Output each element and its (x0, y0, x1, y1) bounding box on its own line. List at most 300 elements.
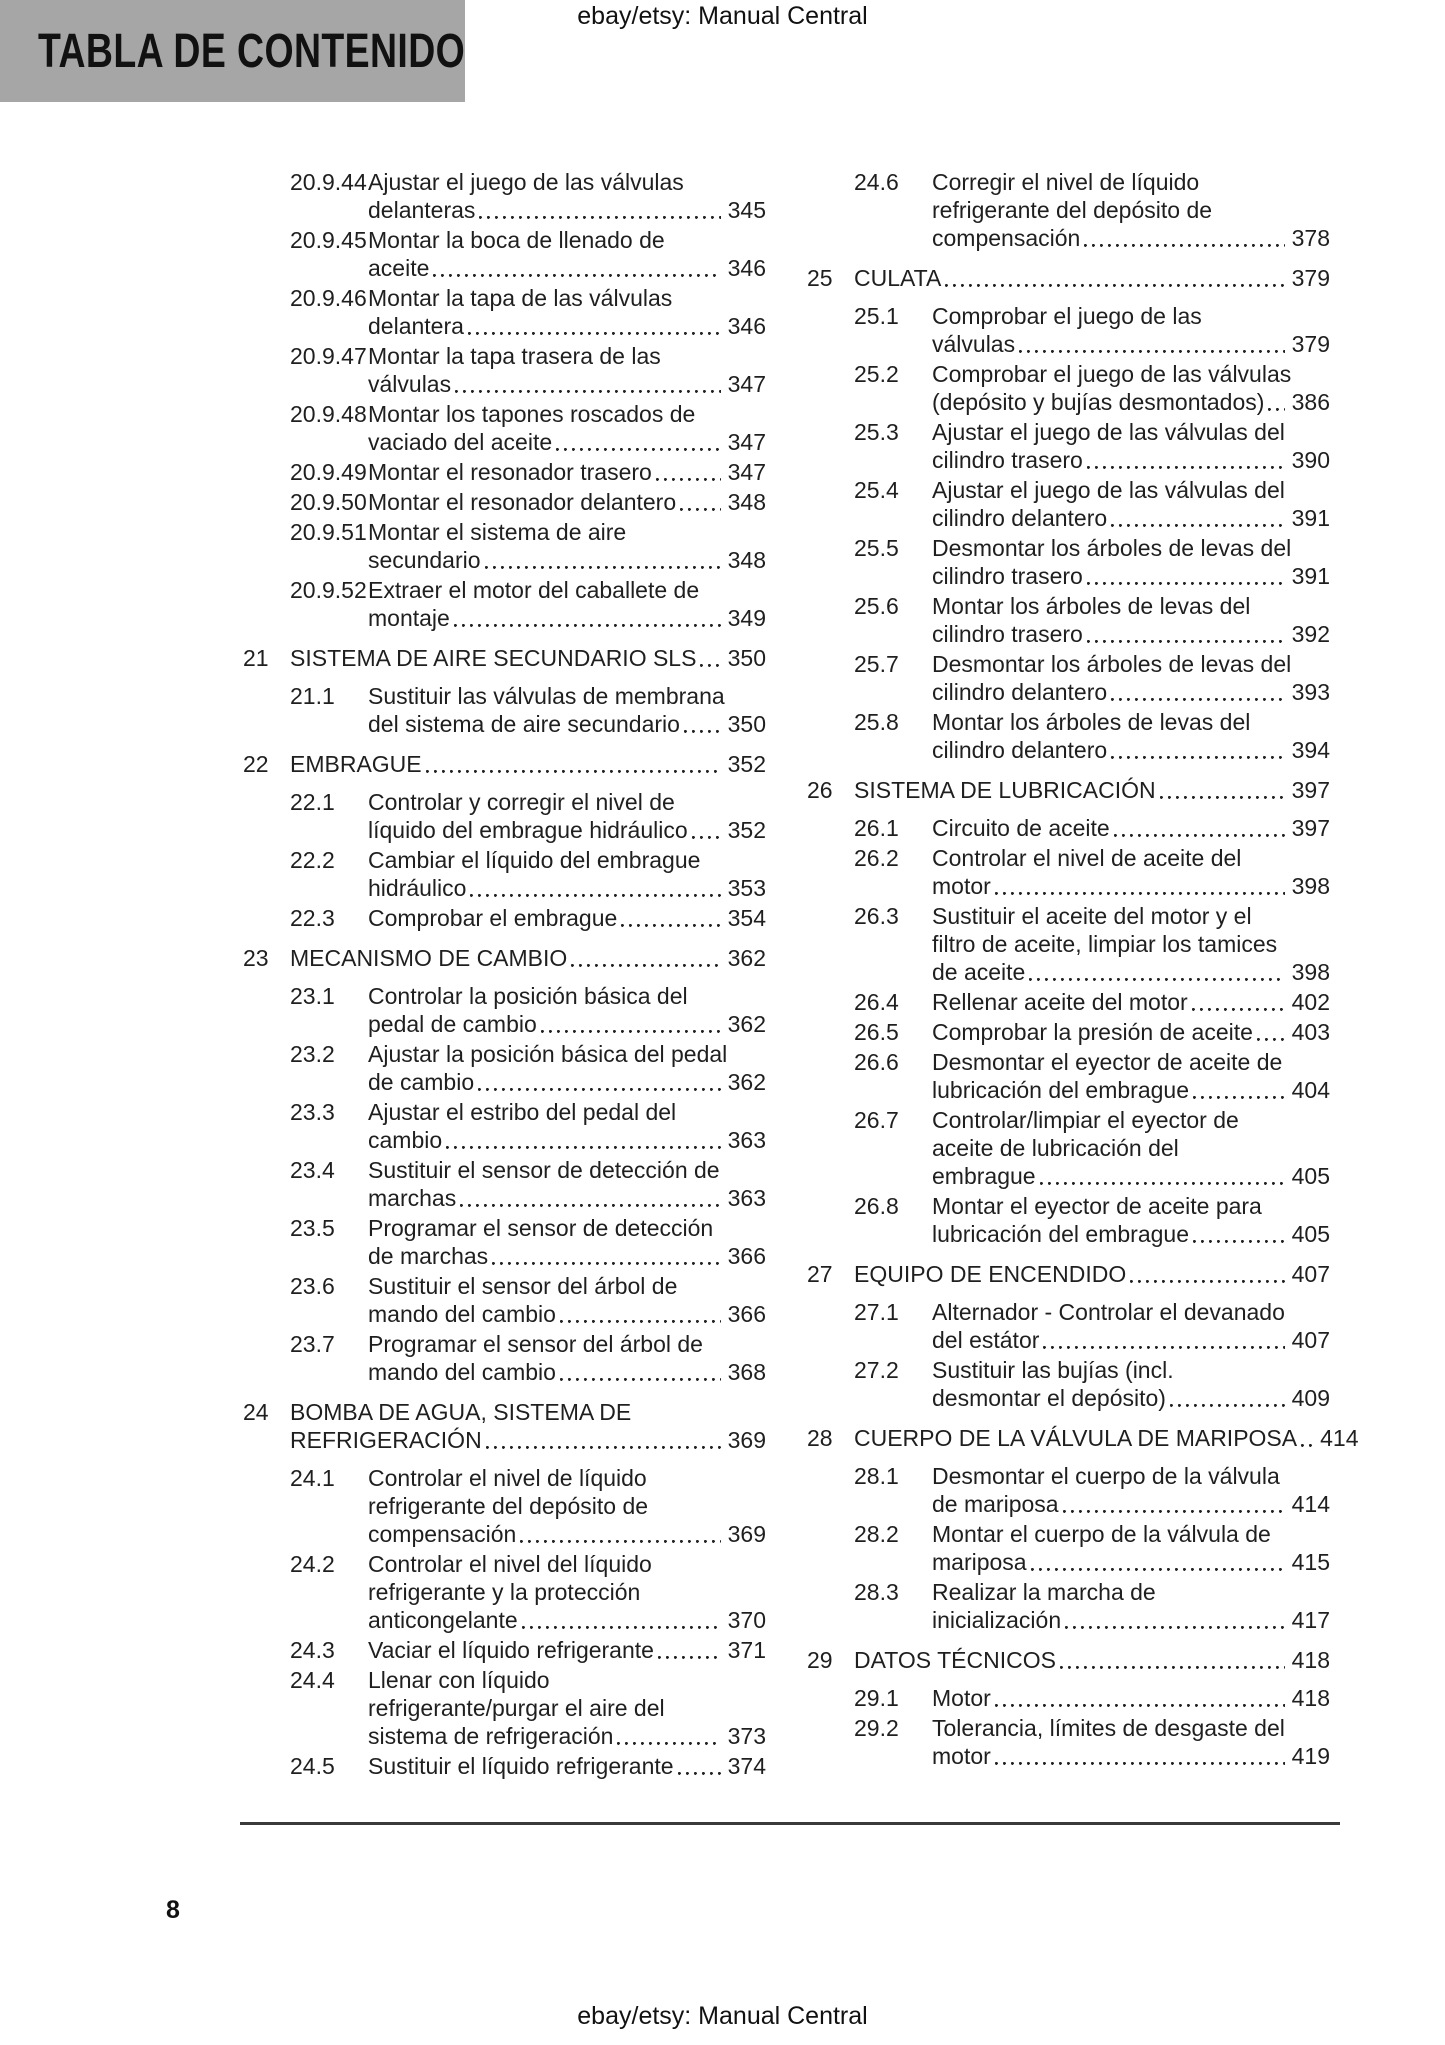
entry-text: Montar el eyector de aceite para (932, 1193, 1262, 1219)
entry-text: refrigerante del depósito de (368, 1493, 649, 1519)
entry-number: 21.1 (290, 683, 335, 709)
toc-section-entry (243, 682, 766, 738)
entry-text: Circuito de aceite (932, 815, 1110, 841)
entry-text: Desmontar el cuerpo de la válvula (932, 1463, 1280, 1489)
dot-leader (1160, 796, 1285, 799)
dot-leader (684, 730, 721, 733)
entry-text: Montar el resonador trasero (368, 459, 652, 485)
toc-section-entry (243, 488, 766, 516)
entry-text: Comprobar el juego de las válvulas (932, 361, 1292, 387)
entry-text: delantera (368, 313, 464, 339)
dot-leader (1193, 1096, 1285, 1099)
entry-number: 24.4 (290, 1667, 335, 1693)
entry-text: MECANISMO DE CAMBIO (290, 945, 568, 971)
entry-number: 25.4 (854, 477, 899, 503)
toc-section-entry (243, 982, 766, 1038)
dot-leader (520, 1540, 720, 1543)
entry-page-number: 368 (727, 1359, 766, 1385)
entry-number: 23.3 (290, 1099, 335, 1125)
entry-number: 22 (243, 751, 269, 777)
toc-chapter-entry (807, 1646, 1330, 1674)
entry-page-number: 378 (1291, 225, 1330, 251)
entry-text: Montar los árboles de levas del (932, 593, 1251, 619)
entry-text: SISTEMA DE LUBRICACIÓN (854, 777, 1156, 803)
entry-text: delanteras (368, 197, 476, 223)
entry-number: 23.6 (290, 1273, 335, 1299)
dot-leader (455, 390, 721, 393)
dot-leader (522, 1626, 721, 1629)
entry-number: 23.5 (290, 1215, 335, 1241)
toc-section-entry (243, 400, 766, 456)
entry-number: 26.2 (854, 845, 899, 871)
toc-section-entry (807, 168, 1330, 252)
entry-text: Sustituir el líquido refrigerante (368, 1753, 674, 1779)
entry-text: Vaciar el líquido refrigerante (368, 1637, 654, 1663)
dot-leader (617, 1742, 720, 1745)
entry-page-number: 392 (1291, 621, 1330, 647)
entry-page-number: 379 (1291, 331, 1330, 357)
entry-text: BOMBA DE AGUA, SISTEMA DE (290, 1399, 632, 1425)
toc-section-entry (807, 476, 1330, 532)
toc-section-entry (807, 1298, 1330, 1354)
entry-number: 22.1 (290, 789, 335, 815)
running-footer: ebay/etsy: Manual Central (577, 2002, 868, 2030)
entry-page-number: 354 (727, 905, 766, 931)
entry-number: 29 (807, 1647, 833, 1673)
entry-page-number: 407 (1291, 1327, 1330, 1353)
toc-section-entry (807, 1462, 1330, 1518)
entry-text: anticongelante (368, 1607, 518, 1633)
entry-text: Realizar la marcha de (932, 1579, 1156, 1605)
dot-leader (485, 566, 721, 569)
entry-text: Ajustar el estribo del pedal del (368, 1099, 677, 1125)
entry-text: (depósito y bujías desmontados) (932, 389, 1265, 415)
entry-page-number: 349 (727, 605, 766, 631)
dot-leader (692, 836, 721, 839)
toc-section-entry (807, 360, 1330, 416)
entry-number: 25 (807, 265, 833, 291)
entry-page-number: 347 (727, 459, 766, 485)
entry-number: 25.5 (854, 535, 899, 561)
entry-text: Ajustar el juego de las válvulas del (932, 477, 1285, 503)
dot-leader (1019, 350, 1285, 353)
entry-page-number: 391 (1291, 563, 1330, 589)
dot-leader (1268, 408, 1284, 411)
entry-text: Montar la tapa de las válvulas (368, 285, 673, 311)
entry-number: 23.7 (290, 1331, 335, 1357)
entry-number: 25.3 (854, 419, 899, 445)
toc-section-entry (243, 1272, 766, 1328)
toc-chapter-entry (807, 776, 1330, 804)
toc-section-entry (243, 846, 766, 902)
dot-leader (1170, 1404, 1285, 1407)
entry-number: 26.3 (854, 903, 899, 929)
entry-text: del sistema de aire secundario (368, 711, 680, 737)
dot-leader (1029, 978, 1284, 981)
dot-leader (454, 624, 721, 627)
toc-section-entry (807, 1714, 1330, 1770)
dot-leader (1031, 1568, 1285, 1571)
entry-page-number: 402 (1291, 989, 1330, 1015)
entry-text: cilindro delantero (932, 505, 1108, 531)
entry-text: Controlar/limpiar el eyector de (932, 1107, 1239, 1133)
entry-text: aceite (368, 255, 430, 281)
entry-text: SISTEMA DE AIRE SECUNDARIO SLS (290, 645, 697, 671)
entry-text: hidráulico (368, 875, 467, 901)
dot-leader (1111, 698, 1284, 701)
toc-section-entry (807, 1018, 1330, 1046)
dot-leader (560, 1320, 721, 1323)
entry-number: 25.1 (854, 303, 899, 329)
entry-page-number: 369 (727, 1521, 766, 1547)
toc-section-entry (807, 1520, 1330, 1576)
entry-page-number: 348 (727, 547, 766, 573)
entry-text: inicialización (932, 1607, 1062, 1633)
entry-page-number: 418 (1291, 1685, 1330, 1711)
toc-section-entry (807, 1192, 1330, 1248)
entry-number: 26.7 (854, 1107, 899, 1133)
dot-leader (1060, 1666, 1285, 1669)
entry-page-number: 362 (727, 945, 766, 971)
entry-number: 20.9.49 (290, 459, 367, 485)
running-header: ebay/etsy: Manual Central (577, 2, 868, 30)
entry-text: refrigerante y la protección (368, 1579, 641, 1605)
toc-chapter-entry (243, 1398, 766, 1454)
entry-page-number: 405 (1291, 1163, 1330, 1189)
entry-page-number: 347 (727, 429, 766, 455)
entry-text: Controlar el nivel del líquido (368, 1551, 652, 1577)
entry-number: 26.1 (854, 815, 899, 841)
entry-number: 29.1 (854, 1685, 899, 1711)
toc-section-entry (807, 708, 1330, 764)
entry-text: Controlar y corregir el nivel de (368, 789, 675, 815)
entry-page-number: 417 (1291, 1607, 1330, 1633)
entry-page-number: 414 (1320, 1425, 1359, 1451)
entry-page-number: 352 (727, 817, 766, 843)
dot-leader (945, 284, 1284, 287)
entry-text: Desmontar el eyector de aceite de (932, 1049, 1283, 1075)
entry-number: 20.9.47 (290, 343, 367, 369)
toc-columns (243, 168, 1359, 1782)
entry-number: 24.1 (290, 1465, 335, 1491)
dot-leader (556, 448, 721, 451)
entry-page-number: 404 (1291, 1077, 1330, 1103)
entry-text: lubricación del embrague (932, 1077, 1189, 1103)
dot-leader (678, 1772, 721, 1775)
entry-page-number: 363 (727, 1185, 766, 1211)
entry-number: 27 (807, 1261, 833, 1287)
dot-leader (658, 1656, 721, 1659)
entry-number: 28.3 (854, 1579, 899, 1605)
entry-text: refrigerante/purgar el aire del (368, 1695, 665, 1721)
entry-text: aceite de lubricación del (932, 1135, 1179, 1161)
entry-text: Controlar la posición básica del (368, 983, 688, 1009)
entry-number: 24.2 (290, 1551, 335, 1577)
dot-leader (1065, 1626, 1285, 1629)
entry-text: Sustituir las válvulas de membrana (368, 683, 725, 709)
entry-number: 21 (243, 645, 269, 671)
entry-number: 24 (243, 1399, 269, 1425)
entry-text: lubricación del embrague (932, 1221, 1189, 1247)
toc-section-entry (243, 342, 766, 398)
toc-section-entry (243, 1636, 766, 1664)
dot-leader (1301, 1444, 1313, 1447)
entry-page-number: 353 (727, 875, 766, 901)
entry-text: motor (932, 873, 991, 899)
entry-page-number: 352 (727, 751, 766, 777)
entry-text: Motor (932, 1685, 991, 1711)
entry-number: 26.4 (854, 989, 899, 1015)
entry-text: Montar el resonador delantero (368, 489, 677, 515)
entry-page-number: 390 (1291, 447, 1330, 473)
entry-number: 26 (807, 777, 833, 803)
entry-text: EMBRAGUE (290, 751, 422, 777)
entry-page-number: 393 (1291, 679, 1330, 705)
entry-text: Sustituir el sensor del árbol de (368, 1273, 678, 1299)
entry-number: 20.9.50 (290, 489, 367, 515)
entry-text: Cambiar el líquido del embrague (368, 847, 701, 873)
dot-leader (1043, 1346, 1284, 1349)
entry-text: marchas (368, 1185, 457, 1211)
entry-page-number: 414 (1291, 1491, 1330, 1517)
toc-section-entry (807, 592, 1330, 648)
toc-chapter-entry (243, 944, 766, 972)
entry-page-number: 348 (727, 489, 766, 515)
dot-leader (1193, 1240, 1285, 1243)
toc-section-entry (807, 1578, 1330, 1634)
entry-text: compensación (932, 225, 1081, 251)
toc-section-entry (807, 1048, 1330, 1104)
entry-text: mando del cambio (368, 1359, 556, 1385)
toc-section-entry (807, 1356, 1330, 1412)
dot-leader (1087, 582, 1285, 585)
entry-text: Ajustar la posición básica del pedal (368, 1041, 728, 1067)
entry-number: 26.8 (854, 1193, 899, 1219)
entry-text: Montar la boca de llenado de (368, 227, 665, 253)
entry-text: refrigerante del depósito de (932, 197, 1213, 223)
toc-section-entry (807, 1684, 1330, 1712)
entry-number: 20.9.52 (290, 577, 367, 603)
entry-text: Corregir el nivel de líquido (932, 169, 1200, 195)
entry-page-number: 350 (727, 645, 766, 671)
entry-text: válvulas (932, 331, 1016, 357)
dot-leader (433, 274, 720, 277)
toc-section-entry (243, 284, 766, 340)
dot-leader (492, 1262, 720, 1265)
entry-number: 22.3 (290, 905, 335, 931)
entry-page-number: 386 (1291, 389, 1330, 415)
entry-page-number: 379 (1291, 265, 1330, 291)
entry-page-number: 350 (727, 711, 766, 737)
entry-number: 23.1 (290, 983, 335, 1009)
entry-text: cilindro trasero (932, 563, 1083, 589)
entry-page-number: 369 (727, 1427, 766, 1453)
entry-page-number: 415 (1291, 1549, 1330, 1575)
entry-number: 25.6 (854, 593, 899, 619)
entry-page-number: 346 (727, 255, 766, 281)
dot-leader (468, 332, 721, 335)
entry-number: 23.4 (290, 1157, 335, 1183)
entry-text: filtro de aceite, limpiar los tamices (932, 931, 1278, 957)
entry-number: 23.2 (290, 1041, 335, 1067)
entry-page-number: 362 (727, 1069, 766, 1095)
dot-leader (1192, 1008, 1285, 1011)
entry-number: 22.2 (290, 847, 335, 873)
entry-text: del estátor (932, 1327, 1040, 1353)
toc-section-entry (807, 814, 1330, 842)
entry-text: compensación (368, 1521, 517, 1547)
toc-section-entry (807, 902, 1330, 986)
entry-text: REFRIGERACIÓN (290, 1427, 482, 1453)
entry-text: Rellenar aceite del motor (932, 989, 1188, 1015)
page-number: 8 (166, 1896, 180, 1924)
page-title: TABLA DE CONTENIDO (38, 24, 466, 78)
dot-leader (571, 964, 720, 967)
dot-leader (1111, 756, 1284, 759)
entry-text: Comprobar la presión de aceite (932, 1019, 1253, 1045)
entry-text: Llenar con líquido (368, 1667, 550, 1693)
toc-section-entry (243, 576, 766, 632)
dot-leader (1114, 834, 1285, 837)
dot-leader (446, 1146, 720, 1149)
entry-page-number: 405 (1291, 1221, 1330, 1247)
dot-leader (1087, 640, 1285, 643)
entry-number: 20.9.48 (290, 401, 367, 427)
toc-section-entry (807, 650, 1330, 706)
entry-text: Sustituir el sensor de detección de (368, 1157, 720, 1183)
entry-text: mando del cambio (368, 1301, 556, 1327)
dot-leader (478, 1088, 721, 1091)
entry-text: Comprobar el juego de las (932, 303, 1202, 329)
entry-text: cilindro delantero (932, 679, 1108, 705)
entry-page-number: 394 (1291, 737, 1330, 763)
entry-page-number: 373 (727, 1723, 766, 1749)
entry-number: 24.3 (290, 1637, 335, 1663)
toc-chapter-entry (243, 750, 766, 778)
dot-leader (1111, 524, 1284, 527)
entry-number: 25.8 (854, 709, 899, 735)
entry-text: Ajustar el juego de las válvulas del (932, 419, 1285, 445)
entry-text: secundario (368, 547, 481, 573)
entry-number: 28.1 (854, 1463, 899, 1489)
toc-section-entry (243, 518, 766, 574)
toc-section-entry (243, 788, 766, 844)
entry-text: Montar los tapones roscados de (368, 401, 696, 427)
entry-text: pedal de cambio (368, 1011, 537, 1037)
entry-number: 25.2 (854, 361, 899, 387)
toc-section-entry (243, 1330, 766, 1386)
entry-page-number: 398 (1291, 873, 1330, 899)
entry-text: Controlar el nivel de aceite del (932, 845, 1242, 871)
toc-column-right (807, 168, 1359, 1782)
toc-section-entry (243, 1752, 766, 1780)
dot-leader (1087, 466, 1285, 469)
toc-section-entry (243, 1666, 766, 1750)
entry-text: embrague (932, 1163, 1036, 1189)
entry-text: montaje (368, 605, 450, 631)
toc-column-left (243, 168, 766, 1782)
entry-page-number: 370 (727, 1607, 766, 1633)
entry-page-number: 398 (1291, 959, 1330, 985)
entry-number: 20.9.46 (290, 285, 367, 311)
toc-section-entry (243, 1464, 766, 1548)
entry-text: mariposa (932, 1549, 1027, 1575)
toc-section-entry (243, 1214, 766, 1270)
toc-section-entry (243, 1550, 766, 1634)
dot-leader (426, 770, 721, 773)
toc-section-entry (807, 1106, 1330, 1190)
entry-text: Desmontar los árboles de levas del (932, 651, 1292, 677)
dot-leader (1130, 1280, 1284, 1283)
entry-text: Montar el cuerpo de la válvula de (932, 1521, 1271, 1547)
entry-text: Alternador - Controlar el devanado (932, 1299, 1285, 1325)
entry-text: cilindro delantero (932, 737, 1108, 763)
entry-page-number: 407 (1291, 1261, 1330, 1287)
entry-text: válvulas (368, 371, 452, 397)
entry-text: Tolerancia, límites de desgaste del (932, 1715, 1285, 1741)
entry-text: Montar la tapa trasera de las (368, 343, 661, 369)
toc-section-entry (243, 458, 766, 486)
toc-section-entry (807, 988, 1330, 1016)
entry-page-number: 391 (1291, 505, 1330, 531)
entry-page-number: 409 (1291, 1385, 1330, 1411)
entry-number: 29.2 (854, 1715, 899, 1741)
entry-text: Controlar el nivel de líquido (368, 1465, 647, 1491)
toc-section-entry (243, 904, 766, 932)
entry-text: cilindro trasero (932, 447, 1083, 473)
entry-number: 25.7 (854, 651, 899, 677)
toc-chapter-entry (807, 264, 1330, 292)
dot-leader (1084, 244, 1284, 247)
entry-page-number: 362 (727, 1011, 766, 1037)
entry-number: 27.1 (854, 1299, 899, 1325)
entry-text: de aceite (932, 959, 1026, 985)
entry-text: líquido del embrague hidráulico (368, 817, 688, 843)
entry-number: 20.9.44 (290, 169, 367, 195)
entry-page-number: 418 (1291, 1647, 1330, 1673)
dot-leader (1063, 1510, 1285, 1513)
dot-leader (479, 216, 720, 219)
entry-text: cambio (368, 1127, 443, 1153)
toc-chapter-entry (243, 644, 766, 672)
entry-text: vaciado del aceite (368, 429, 553, 455)
entry-text: sistema de refrigeración (368, 1723, 614, 1749)
entry-page-number: 397 (1291, 777, 1330, 803)
entry-text: Ajustar el juego de las válvulas (368, 169, 684, 195)
dot-leader (541, 1030, 721, 1033)
entry-text: EQUIPO DE ENCENDIDO (854, 1261, 1127, 1287)
entry-page-number: 371 (727, 1637, 766, 1663)
entry-number: 20.9.45 (290, 227, 367, 253)
entry-number: 20.9.51 (290, 519, 367, 545)
toc-section-entry (243, 168, 766, 224)
dot-leader (995, 1762, 1285, 1765)
entry-page-number: 397 (1291, 815, 1330, 841)
entry-page-number: 346 (727, 313, 766, 339)
entry-text: Comprobar el embrague (368, 905, 618, 931)
toc-section-entry (243, 1098, 766, 1154)
entry-text: Montar los árboles de levas del (932, 709, 1251, 735)
dot-leader (1040, 1182, 1285, 1185)
dot-leader (995, 1704, 1285, 1707)
entry-text: Montar el sistema de aire (368, 519, 627, 545)
dot-leader (1257, 1038, 1285, 1041)
toc-section-entry (243, 1156, 766, 1212)
toc-section-entry (807, 418, 1330, 474)
dot-leader (700, 664, 720, 667)
dot-leader (656, 478, 721, 481)
entry-text: desmontar el depósito) (932, 1385, 1166, 1411)
